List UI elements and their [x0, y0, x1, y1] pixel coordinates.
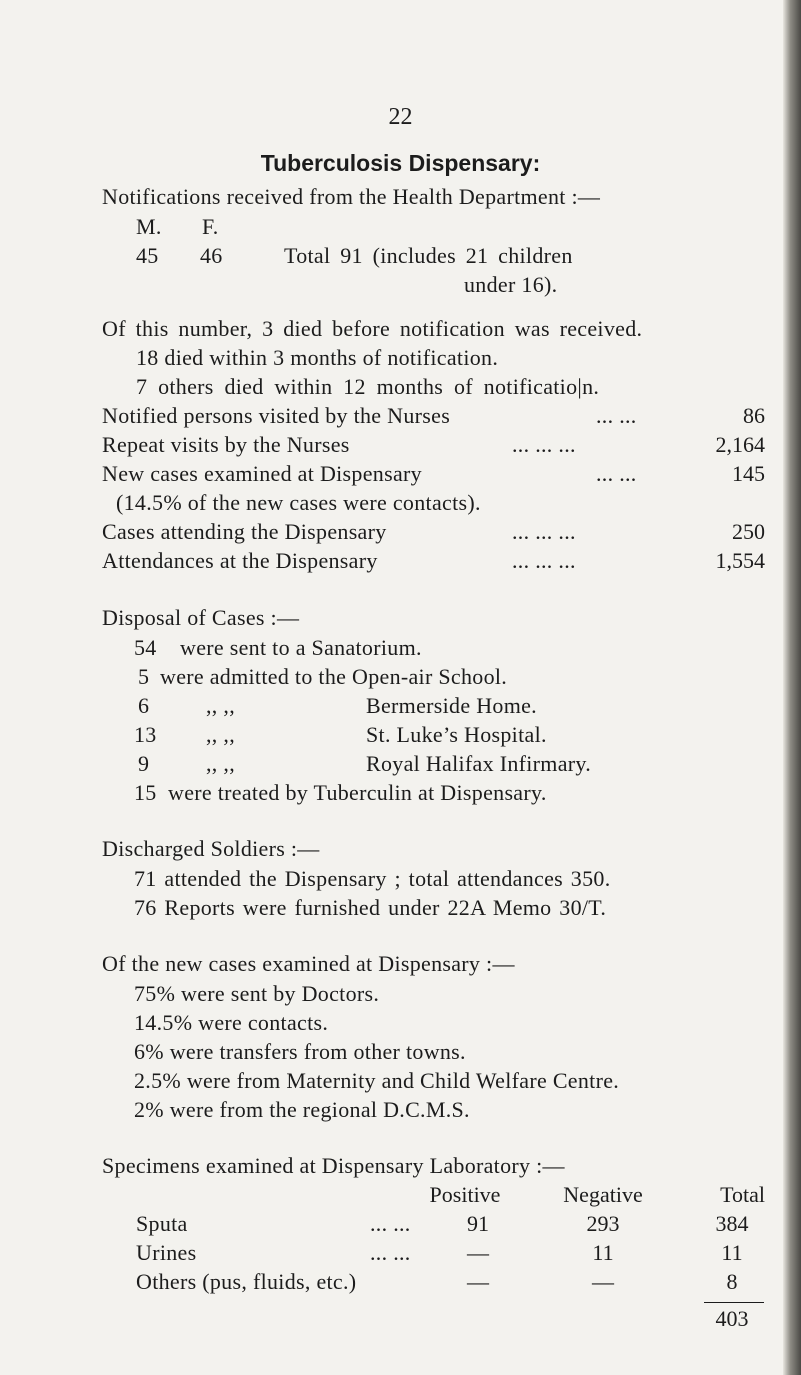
total-line-2: under 16).	[464, 272, 558, 297]
disposal-text: Royal Halifax Infirmary.	[366, 751, 592, 776]
specimen-negative: 293	[586, 1211, 620, 1236]
new-cases-line: 14.5% were contacts.	[134, 1010, 329, 1035]
page-title: Tuberculosis Dispensary:	[260, 150, 541, 176]
total-line-1: Total 91 (includes 21 children	[284, 243, 573, 268]
specimen-label: Sputa	[136, 1211, 188, 1236]
disposal-num: 54	[134, 635, 157, 660]
disposal-title: Disposal of Cases :—	[102, 605, 300, 630]
stat-dots: ... ...	[596, 461, 637, 486]
specimen-total: 11	[721, 1240, 743, 1265]
m-label: M.	[136, 214, 162, 239]
specimen-positive: —	[467, 1269, 489, 1294]
new-cases-title: Of the new cases examined at Dispensary :—	[102, 951, 515, 976]
stat-value: 1,554	[715, 548, 765, 573]
total-rule	[704, 1302, 764, 1303]
disposal-text: Bermerside Home.	[366, 693, 537, 718]
specimen-dots: ... ...	[370, 1240, 411, 1265]
soldiers-line: 71 attended the Dispensary ; total attendances 350.	[134, 866, 611, 891]
stat-label: New cases examined at Dispensary	[102, 461, 422, 486]
specimen-label: Urines	[136, 1240, 197, 1265]
specimen-label: Others (pus, fluids, etc.)	[136, 1269, 357, 1294]
specimen-negative: 11	[592, 1240, 614, 1265]
disposal-text: were sent to a Sanatorium.	[180, 635, 422, 660]
soldiers-line: 76 Reports were furnished under 22A Memo 30/T.	[134, 895, 607, 920]
disposal-text: St. Luke’s Hospital.	[366, 722, 547, 747]
stat-value: 250	[732, 519, 765, 544]
deaths-line-1: Of this number, 3 died before notification was received.	[102, 316, 643, 341]
stat-label: Notified persons visited by the Nurses	[102, 403, 451, 428]
specimen-dots: ... ...	[370, 1211, 411, 1236]
stat-dots: ... ... ...	[512, 519, 576, 544]
new-cases-line: 75% were sent by Doctors.	[134, 981, 380, 1006]
disposal-num: 13	[134, 722, 157, 747]
disposal-num: 6	[138, 693, 150, 718]
ditto-marks: ,, ,,	[206, 693, 235, 718]
stat-note: (14.5% of the new cases were contacts).	[116, 490, 481, 515]
specimen-negative: —	[592, 1269, 614, 1294]
page-edge-shadow	[783, 0, 801, 1375]
f-label: F.	[202, 214, 219, 239]
stat-value: 2,164	[715, 432, 765, 457]
new-cases-line: 6% were transfers from other towns.	[134, 1039, 466, 1064]
stat-label: Cases attending the Dispensary	[102, 519, 387, 544]
stat-label: Repeat visits by the Nurses	[102, 432, 350, 457]
grand-total: 403	[715, 1306, 749, 1331]
stat-dots: ... ... ...	[512, 548, 576, 573]
disposal-text: were treated by Tuberculin at Dispensary.	[168, 780, 547, 805]
m-value: 45	[136, 243, 159, 268]
stat-value: 86	[743, 403, 765, 428]
page-number: 22	[388, 104, 413, 130]
specimen-total: 8	[726, 1269, 738, 1294]
positive-header: Positive	[429, 1182, 501, 1207]
stat-dots: ... ...	[596, 403, 637, 428]
disposal-text: were admitted to the Open-air School.	[160, 664, 508, 689]
disposal-num: 15	[134, 780, 157, 805]
stat-dots: ... ... ...	[512, 432, 576, 457]
disposal-num: 5	[138, 664, 150, 689]
deaths-line-3: 7 others died within 12 months of notificatio|n.	[136, 374, 600, 399]
specimen-positive: —	[467, 1240, 489, 1265]
new-cases-line: 2% were from the regional D.C.M.S.	[134, 1097, 470, 1122]
specimen-positive: 91	[467, 1211, 489, 1236]
stat-label: Attendances at the Dispensary	[102, 548, 378, 573]
soldiers-title: Discharged Soldiers :—	[102, 836, 320, 861]
ditto-marks: ,, ,,	[206, 722, 235, 747]
f-value: 46	[200, 243, 223, 268]
notifications-intro: Notifications received from the Health Department :—	[102, 184, 601, 209]
stat-value: 145	[732, 461, 765, 486]
specimen-total: 384	[715, 1211, 749, 1236]
new-cases-line: 2.5% were from Maternity and Child Welfare Centre.	[134, 1068, 620, 1093]
ditto-marks: ,, ,,	[206, 751, 235, 776]
total-header: Total	[720, 1182, 765, 1207]
deaths-line-2: 18 died within 3 months of notification.	[136, 345, 499, 370]
negative-header: Negative	[563, 1182, 643, 1207]
disposal-num: 9	[138, 751, 150, 776]
specimens-title: Specimens examined at Dispensary Laboratory :—	[102, 1153, 565, 1178]
